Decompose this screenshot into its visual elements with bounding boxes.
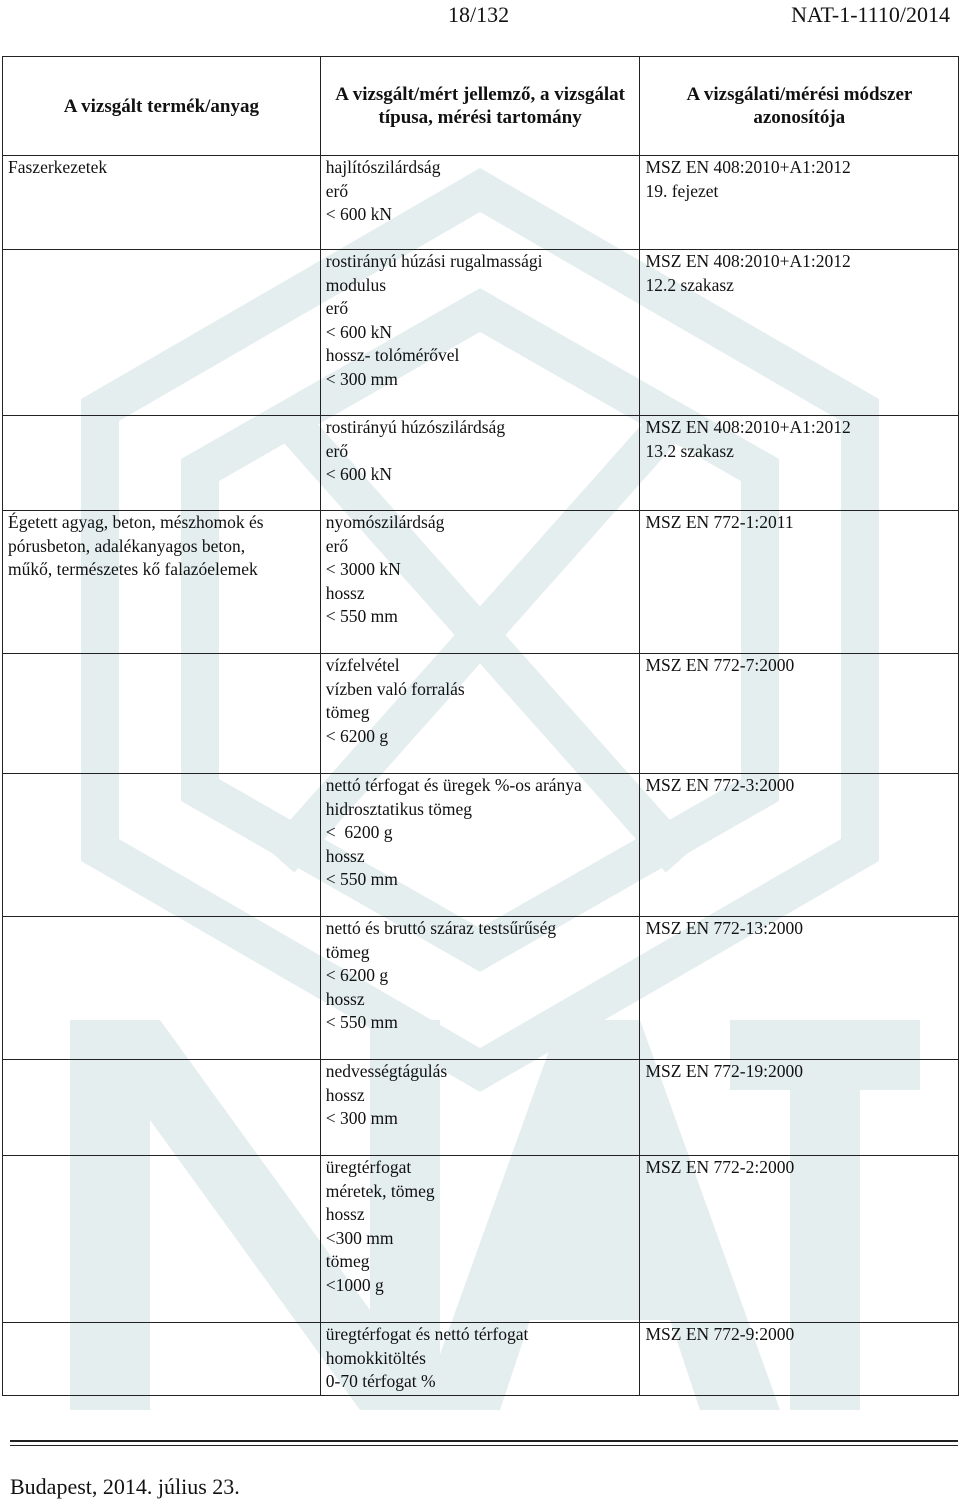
- method-cell: MSZ EN 772-3:2000: [640, 774, 959, 917]
- table-row: [3, 250, 959, 416]
- material-cell: [3, 1156, 321, 1323]
- material-cell: [3, 917, 321, 1060]
- method-cell: MSZ EN 772-9:2000: [640, 1323, 959, 1396]
- property-cell: nyomószilárdság erő < 3000 kN hossz < 550 mm: [320, 511, 640, 654]
- accreditation-table: [2, 56, 959, 1396]
- footer-divider: [10, 1440, 958, 1442]
- material-cell: [3, 1323, 321, 1396]
- material-cell: [3, 654, 321, 774]
- material-cell: Faszerkezetek: [3, 156, 321, 250]
- table-row: [3, 416, 959, 511]
- property-cell: üregtérfogat méretek, tömeg hossz <300 mm tömeg <1000 g: [320, 1156, 640, 1323]
- table-row: [3, 156, 959, 250]
- table-header-row: [3, 57, 959, 156]
- material-cell: Égetett agyag, beton, mészhomok és pórusbeton, adalékanyagos beton, műkő, természetes kő falazóelemek: [3, 511, 321, 654]
- method-cell: MSZ EN 772-19:2000: [640, 1060, 959, 1156]
- property-cell: nettó térfogat és üregek %-os aránya hidrosztatikus tömeg < 6200 g hossz < 550 mm: [320, 774, 640, 917]
- column-header-property: A vizsgált/mért jellemző, a vizsgálat típusa, mérési tartomány: [320, 57, 640, 156]
- table-row: [3, 1323, 959, 1396]
- material-cell: [3, 774, 321, 917]
- table-row: [3, 511, 959, 654]
- table-row: [3, 1156, 959, 1323]
- method-cell: MSZ EN 408:2010+A1:2012 19. fejezet: [640, 156, 959, 250]
- table-row: [3, 917, 959, 1060]
- method-cell: MSZ EN 772-13:2000: [640, 917, 959, 1060]
- property-cell: hajlítószilárdság erő < 600 kN: [320, 156, 640, 250]
- method-cell: MSZ EN 772-2:2000: [640, 1156, 959, 1323]
- property-cell: rostirányú húzási rugalmassági modulus erő < 600 kN hossz- tolómérővel < 300 mm: [320, 250, 640, 416]
- column-header-material: A vizsgált termék/anyag: [3, 57, 321, 156]
- table-row: [3, 774, 959, 917]
- method-cell: MSZ EN 408:2010+A1:2012 12.2 szakasz: [640, 250, 959, 416]
- property-cell: vízfelvétel vízben való forralás tömeg < 6200 g: [320, 654, 640, 774]
- property-cell: nedvességtágulás hossz < 300 mm: [320, 1060, 640, 1156]
- document-id: NAT-1-1110/2014: [791, 2, 950, 27]
- footer-divider-thin: [10, 1445, 958, 1446]
- table-row: [3, 654, 959, 774]
- property-cell: nettó és bruttó száraz testsűrűség tömeg < 6200 g hossz < 550 mm: [320, 917, 640, 1060]
- page-number: 18/132: [448, 2, 510, 27]
- page-header: [0, 0, 960, 36]
- method-cell: MSZ EN 408:2010+A1:2012 13.2 szakasz: [640, 416, 959, 511]
- property-cell: üregtérfogat és nettó térfogat homokkitöltés 0-70 térfogat %: [320, 1323, 640, 1396]
- method-cell: MSZ EN 772-7:2000: [640, 654, 959, 774]
- table-row: [3, 1060, 959, 1156]
- method-cell: MSZ EN 772-1:2011: [640, 511, 959, 654]
- material-cell: [3, 250, 321, 416]
- material-cell: [3, 416, 321, 511]
- material-cell: [3, 1060, 321, 1156]
- footer-place-date: Budapest, 2014. július 23.: [10, 1474, 240, 1499]
- column-header-method: A vizsgálati/mérési módszer azonosítója: [640, 57, 959, 156]
- property-cell: rostirányú húzószilárdság erő < 600 kN: [320, 416, 640, 511]
